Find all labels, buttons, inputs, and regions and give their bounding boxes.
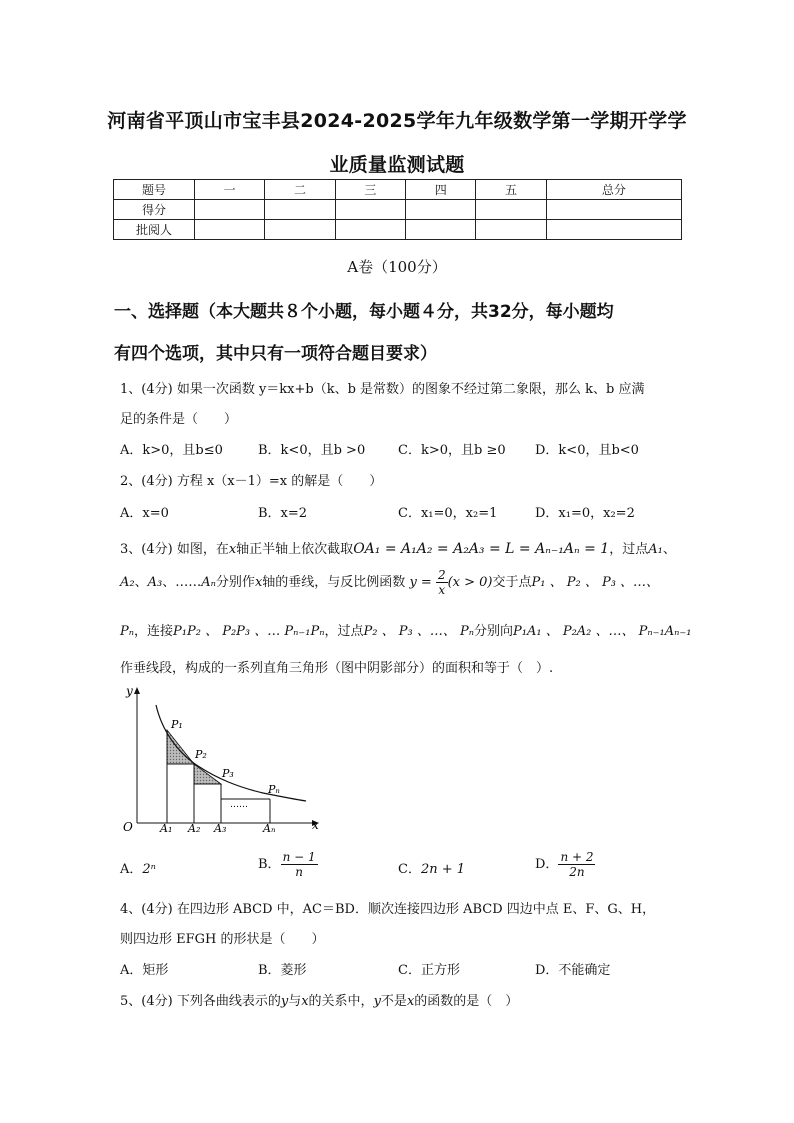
q3-function-lhs: y = <box>409 575 432 590</box>
fraction-numerator: n + 2 <box>560 850 594 864</box>
fraction-numerator: n − 1 <box>282 850 316 864</box>
score-input-cell[interactable] <box>546 200 681 220</box>
a2-label: A₂ <box>188 822 201 835</box>
q1-option-a[interactable]: A．k>0，且b≤0 <box>120 443 223 458</box>
table-cell: 三 <box>335 180 405 200</box>
q3-text: 轴正半轴上依次截取 <box>236 542 354 557</box>
score-input-cell[interactable] <box>195 200 265 220</box>
q5-text: 的关系中， <box>308 994 374 1009</box>
q2-stem: 2、(4分) 方程 x（x－1）=x 的解是（ ） <box>120 474 383 489</box>
option-fraction <box>558 850 595 879</box>
q5-math: x <box>301 994 309 1009</box>
option-letter: D． <box>535 857 559 872</box>
shaded-triangle <box>167 730 194 764</box>
q5-text: 不是 <box>380 994 407 1009</box>
q5-stem <box>120 990 518 1009</box>
q1-stem-line-1: 1、(4分) 如果一次函数 y＝kx+b（k、b 是常数）的图象不经过第二象限，那么 k、b 应满 <box>120 382 645 397</box>
q3-function-fraction <box>436 568 448 597</box>
option-letter: A． <box>120 862 143 877</box>
q3-option-d[interactable] <box>535 850 595 879</box>
q5-math: y <box>373 994 381 1009</box>
score-table <box>113 179 682 240</box>
q3-math: A₁ <box>648 542 663 557</box>
p3-label: P₃ <box>222 767 234 780</box>
title-line-2: 业质量监测试题 <box>329 154 465 176</box>
q5-text: 与 <box>288 994 302 1009</box>
q4-option-d[interactable]: D．不能确定 <box>535 963 611 978</box>
table-cell: 四 <box>406 180 476 200</box>
table-cell: 得分 <box>114 200 195 220</box>
option-math: 2ⁿ <box>142 862 156 877</box>
score-table-header-row <box>114 180 682 200</box>
grader-input-cell[interactable] <box>546 220 681 240</box>
grader-input-cell[interactable] <box>476 220 546 240</box>
table-cell: 五 <box>476 180 546 200</box>
q3-math: P₂ 、 P₃ 、…、 Pₙ <box>363 624 474 639</box>
p2-label: P₂ <box>195 748 207 761</box>
q4-option-c[interactable]: C．正方形 <box>398 963 460 978</box>
q3-math: P₁P₂ 、 P₂P₃ 、… Pₙ₋₁Pₙ <box>173 624 325 639</box>
an-label: Aₙ <box>263 822 276 835</box>
q3-stem-line-4: 作垂线段，构成的一系列直角三角形（图中阴影部分）的面积和等于（ ）. <box>120 661 554 676</box>
q2-option-c[interactable]: C．x₁=0，x₂=1 <box>398 506 498 521</box>
grader-input-cell[interactable] <box>335 220 405 240</box>
score-input-cell[interactable] <box>406 200 476 220</box>
grader-input-cell[interactable] <box>265 220 335 240</box>
score-input-cell[interactable] <box>476 200 546 220</box>
y-axis-label: y <box>126 684 133 698</box>
volume-heading: A卷（100分） <box>347 258 447 276</box>
grader-input-cell[interactable] <box>406 220 476 240</box>
section-heading-line-1: 一、选择题（本大题共８个小题，每小题４分，共32分，每小题均 <box>114 302 614 322</box>
p1-label: P₁ <box>171 718 183 731</box>
section-heading-line-2: 有四个选项，其中只有一项符合题目要求） <box>114 344 437 364</box>
q5-text: 5、(4分) 下列各曲线表示的 <box>120 994 281 1009</box>
q3-text: ，过点 <box>609 542 649 557</box>
a1-label: A₁ <box>160 822 173 835</box>
table-cell: 题号 <box>114 180 195 200</box>
q3-text: ，连接 <box>134 624 174 639</box>
q3-stem-line-2 <box>120 568 659 597</box>
q3-option-b[interactable] <box>258 850 318 879</box>
q3-text: ，过点 <box>324 624 364 639</box>
option-letter: C． <box>398 862 421 877</box>
q3-math: Aₙ <box>201 575 216 590</box>
q3-option-a[interactable] <box>120 858 156 877</box>
q3-function-condition: (x > 0) <box>447 575 493 590</box>
q3-math: P₁A₁ 、 P₂A₂ 、…、 Pₙ₋₁Aₙ₋₁ <box>513 624 692 639</box>
q3-math: OA₁ = A₁A₂ = A₂A₃ = L = Aₙ₋₁Aₙ = 1 <box>353 541 610 557</box>
q2-option-b[interactable]: B．x=2 <box>258 506 308 521</box>
pn-label: Pₙ <box>268 783 280 796</box>
q3-text: 3、(4分) 如图，在 <box>120 542 229 557</box>
score-table-row <box>114 200 682 220</box>
q2-option-a[interactable]: A．x=0 <box>120 506 169 521</box>
score-table-row <box>114 220 682 240</box>
q3-option-c[interactable] <box>398 858 465 877</box>
q3-math: A₂ <box>120 575 135 590</box>
fraction-denominator: x <box>438 583 446 597</box>
option-fraction <box>281 850 318 879</box>
q4-stem-line-1: 4、(4分) 在四边形 ABCD 中，AC＝BD．顺次连接四边形 ABCD 四边中点 E、F、G、H， <box>120 902 656 917</box>
origin-label: O <box>123 820 133 834</box>
fraction-denominator: n <box>295 865 303 879</box>
q3-text: 分别向 <box>473 624 513 639</box>
q3-stem-line-3 <box>120 620 691 639</box>
score-input-cell[interactable] <box>335 200 405 220</box>
q4-option-b[interactable]: B．菱形 <box>258 963 307 978</box>
fraction-denominator: 2n <box>569 865 585 879</box>
q1-option-d[interactable]: D．k<0，且b<0 <box>535 443 639 458</box>
q3-text: 、 <box>134 575 148 590</box>
q3-math: A₃ <box>147 575 163 590</box>
table-cell: 总分 <box>546 180 681 200</box>
q3-math: x <box>228 542 237 557</box>
score-input-cell[interactable] <box>265 200 335 220</box>
q3-math: P₁ 、 P₂ 、 P₃ 、…、 <box>531 575 660 590</box>
q2-option-d[interactable]: D．x₁=0，x₂=2 <box>535 506 635 521</box>
q3-text: 、 <box>662 542 676 557</box>
q5-math: y <box>280 994 289 1009</box>
shaded-triangle <box>194 764 221 784</box>
table-cell: 二 <box>265 180 335 200</box>
table-cell: 批阅人 <box>114 220 195 240</box>
x-axis-label: x <box>312 818 319 832</box>
q5-text: 的函数的是（ ） <box>414 994 519 1009</box>
q3-math: Pₙ <box>120 624 135 639</box>
q3-math: x <box>254 575 263 590</box>
q3-text: 交于点 <box>492 575 532 590</box>
title-line-1: 河南省平顶山市宝丰县2024-2025学年九年级数学第一学期开学学 <box>107 110 687 132</box>
option-letter: B． <box>258 857 281 872</box>
option-math: 2n + 1 <box>420 862 466 877</box>
y-axis-arrow <box>134 687 140 694</box>
q1-option-b[interactable]: B．k<0，且b >0 <box>258 443 366 458</box>
q3-figure <box>118 683 338 843</box>
q4-option-a[interactable]: A．矩形 <box>120 963 169 978</box>
ellipsis-label: …… <box>230 800 248 810</box>
q3-text: 轴的垂线，与反比例函数 <box>262 575 406 590</box>
q3-text: 、…… <box>162 575 202 590</box>
table-cell: 一 <box>195 180 265 200</box>
q3-text: 分别作 <box>215 575 255 590</box>
q5-math: x <box>406 994 415 1009</box>
grader-input-cell[interactable] <box>195 220 265 240</box>
q3-stem-line-1 <box>120 538 676 557</box>
fraction-numerator: 2 <box>437 568 446 582</box>
q1-option-c[interactable]: C．k>0，且b ≥0 <box>398 443 506 458</box>
q4-stem-line-2: 则四边形 EFGH 的形状是（ ） <box>120 932 325 947</box>
a3-label: A₃ <box>214 822 227 835</box>
q1-stem-line-2: 足的条件是（ ） <box>120 412 238 427</box>
